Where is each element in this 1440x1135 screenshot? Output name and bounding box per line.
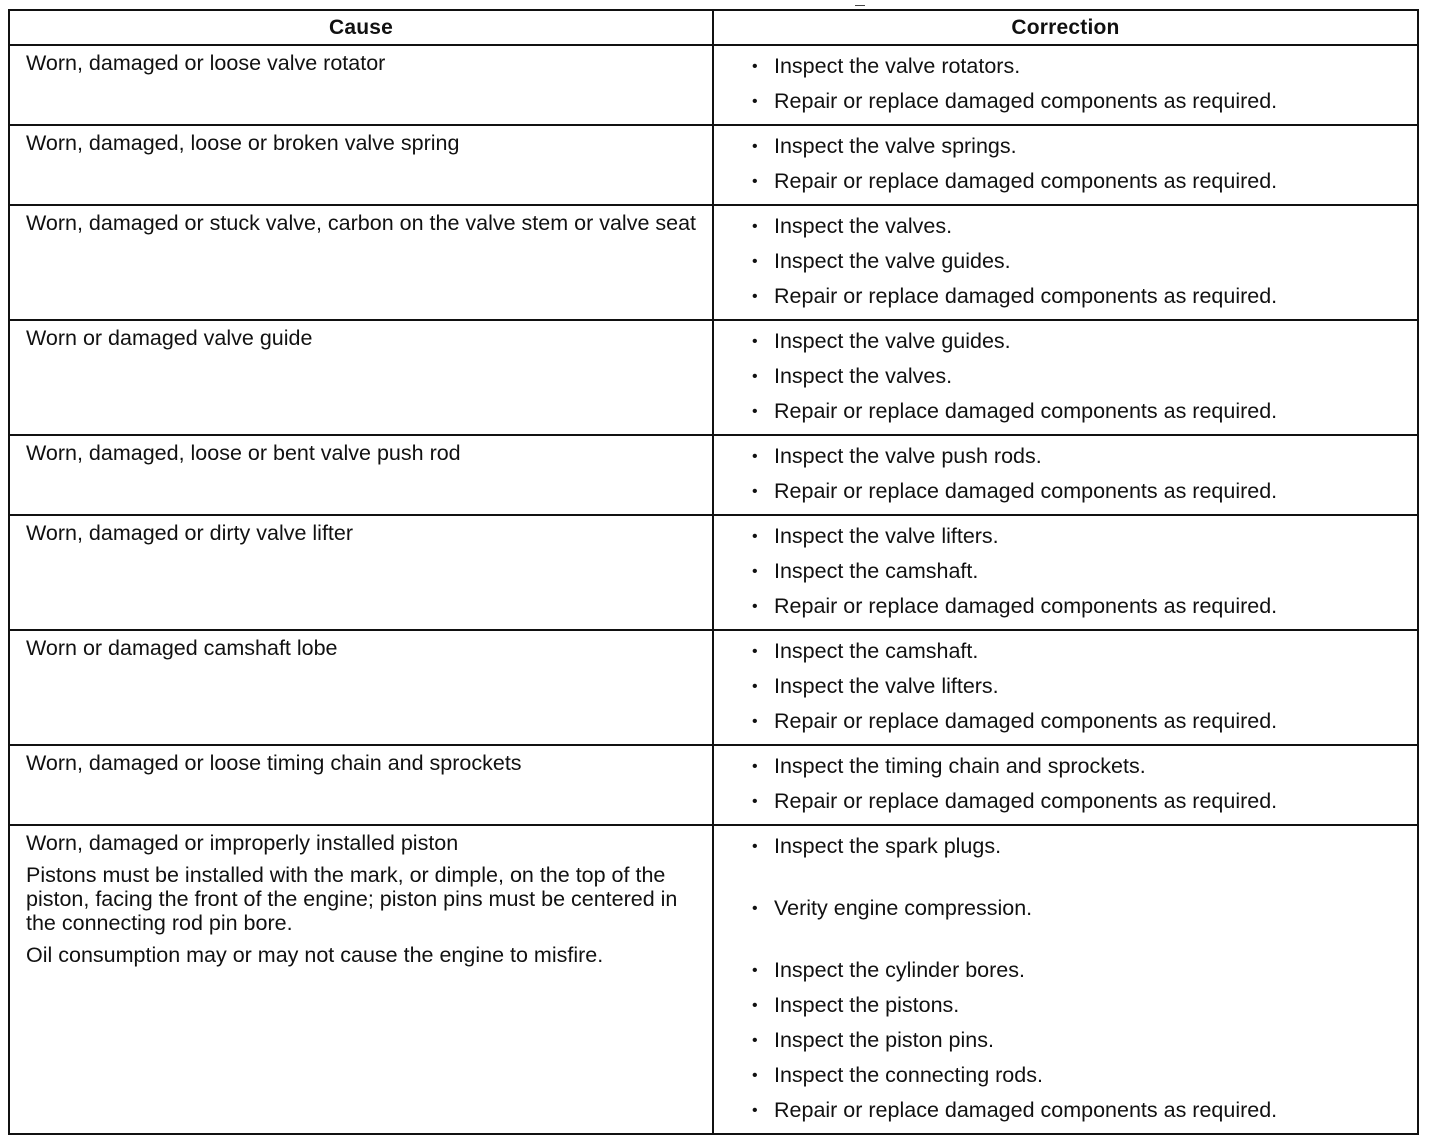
cause-cell [9, 630, 713, 745]
correction-text: Inspect the valves. [774, 214, 953, 238]
bullet-icon: • [752, 333, 758, 350]
correction-cell [713, 745, 1418, 825]
correction-item [750, 85, 1407, 120]
correction-item [750, 750, 1407, 785]
correction-text: Repair or replace damaged components as required. [774, 284, 1278, 308]
correction-item [750, 520, 1407, 555]
correction-list [750, 50, 1407, 120]
header-cause: Cause [9, 10, 713, 45]
table-header-row [9, 10, 1418, 45]
correction-list [750, 130, 1407, 200]
cause-text: Worn, damaged or dirty valve lifter [26, 521, 354, 545]
correction-item [750, 325, 1407, 360]
cause-cell [9, 320, 713, 435]
bullet-icon: • [752, 1067, 758, 1084]
correction-list [750, 830, 1407, 1129]
cause-cell [9, 205, 713, 320]
table-body [9, 45, 1418, 1134]
bullet-icon: • [752, 962, 758, 979]
correction-text: Repair or replace damaged components as required. [774, 89, 1278, 113]
correction-cell [713, 320, 1418, 435]
cause-cell [9, 515, 713, 630]
bullet-icon: • [752, 713, 758, 730]
bullet-icon: • [752, 288, 758, 305]
correction-cell [713, 825, 1418, 1134]
correction-item [750, 280, 1407, 315]
correction-text: Inspect the connecting rods. [774, 1063, 1043, 1087]
bullet-icon: • [752, 793, 758, 810]
table-row [9, 745, 1418, 825]
correction-item [750, 1094, 1407, 1129]
correction-item [750, 130, 1407, 165]
correction-item [750, 210, 1407, 245]
correction-list [750, 750, 1407, 820]
correction-item [750, 830, 1407, 865]
table-row [9, 515, 1418, 630]
correction-item [750, 395, 1407, 430]
table-row [9, 45, 1418, 125]
bullet-icon: • [752, 448, 758, 465]
correction-text: Inspect the valve guides. [774, 249, 1011, 273]
correction-text: Inspect the valve lifters. [774, 674, 999, 698]
table-row [9, 205, 1418, 320]
correction-cell [713, 45, 1418, 125]
bullet-icon: • [752, 678, 758, 695]
correction-text: Verity engine compression. [774, 896, 1033, 920]
cause-text: Worn, damaged or loose timing chain and sprockets [26, 751, 522, 775]
bullet-icon: • [752, 138, 758, 155]
correction-text: Repair or replace damaged components as required. [774, 399, 1278, 423]
correction-list [750, 635, 1407, 740]
cause-text: Worn, damaged or stuck valve, carbon on the valve stem or valve seat [26, 211, 697, 235]
bullet-icon: • [752, 368, 758, 385]
correction-item [750, 475, 1407, 510]
bullet-icon: • [752, 403, 758, 420]
correction-text: Inspect the piston pins. [774, 1028, 994, 1052]
correction-item [750, 50, 1407, 85]
correction-text: Inspect the valves. [774, 364, 953, 388]
cause-text: Worn, damaged, loose or broken valve spring [26, 131, 460, 155]
correction-cell [713, 125, 1418, 205]
cause-text: Worn, damaged or loose valve rotator [26, 51, 386, 75]
bullet-icon: • [752, 643, 758, 660]
correction-cell [713, 515, 1418, 630]
bullet-icon: • [752, 528, 758, 545]
correction-text: Inspect the camshaft. [774, 559, 979, 583]
bullet-icon: • [752, 218, 758, 235]
correction-text: Inspect the valve lifters. [774, 524, 999, 548]
scan-artifact-mark [855, 5, 865, 6]
cause-note: Pistons must be installed with the mark, or dimple, on the top of the piston, facing the front of the engine; piston pins must be centered in the connecting rod pin bore. [26, 863, 678, 935]
correction-text: Repair or replace damaged components as required. [774, 594, 1278, 618]
bullet-icon: • [752, 900, 758, 917]
correction-text: Inspect the pistons. [774, 993, 960, 1017]
correction-text: Repair or replace damaged components as required. [774, 789, 1278, 813]
correction-cell [713, 630, 1418, 745]
correction-text: Inspect the valve push rods. [774, 444, 1042, 468]
cause-text: Worn or damaged camshaft lobe [26, 636, 338, 660]
correction-item [750, 440, 1407, 475]
correction-text: Repair or replace damaged components as required. [774, 709, 1278, 733]
correction-item [750, 1059, 1407, 1094]
cause-text: Worn, damaged or improperly installed piston [26, 831, 459, 855]
bullet-icon: • [752, 598, 758, 615]
bullet-icon: • [752, 173, 758, 190]
bullet-icon: • [752, 93, 758, 110]
cause-note: Oil consumption may or may not cause the engine to misfire. [26, 943, 604, 967]
correction-text: Inspect the timing chain and sprockets. [774, 754, 1146, 778]
correction-item [750, 705, 1407, 740]
correction-item [750, 555, 1407, 590]
correction-list [750, 210, 1407, 315]
cause-cell [9, 45, 713, 125]
correction-item [750, 989, 1407, 1024]
cause-cell [9, 745, 713, 825]
table-row [9, 320, 1418, 435]
header-correction: Correction [713, 10, 1418, 45]
correction-cell [713, 435, 1418, 515]
correction-item [750, 954, 1407, 989]
bullet-icon: • [752, 483, 758, 500]
bullet-icon: • [752, 253, 758, 270]
table-row [9, 435, 1418, 515]
correction-text: Inspect the valve guides. [774, 329, 1011, 353]
correction-text: Repair or replace damaged components as required. [774, 479, 1278, 503]
correction-list [750, 440, 1407, 510]
bullet-icon: • [752, 1102, 758, 1119]
correction-item [750, 245, 1407, 280]
correction-list [750, 325, 1407, 430]
correction-item [750, 360, 1407, 395]
bullet-icon: • [752, 758, 758, 775]
table-row [9, 125, 1418, 205]
correction-item [750, 590, 1407, 625]
correction-item [750, 1024, 1407, 1059]
table-row [9, 825, 1418, 1134]
cause-cell [9, 125, 713, 205]
bullet-icon: • [752, 563, 758, 580]
correction-item [750, 670, 1407, 705]
cause-cell [9, 435, 713, 515]
correction-text: Inspect the valve springs. [774, 134, 1017, 158]
correction-cell [713, 205, 1418, 320]
correction-item [750, 892, 1407, 927]
correction-item [750, 785, 1407, 820]
cause-text: Worn or damaged valve guide [26, 326, 313, 350]
correction-text: Inspect the camshaft. [774, 639, 979, 663]
correction-text: Inspect the valve rotators. [774, 54, 1021, 78]
bullet-icon: • [752, 1032, 758, 1049]
bullet-icon: • [752, 838, 758, 855]
cause-text: Worn, damaged, loose or bent valve push rod [26, 441, 461, 465]
bullet-icon: • [752, 58, 758, 75]
correction-text: Repair or replace damaged components as required. [774, 1098, 1278, 1122]
table-row [9, 630, 1418, 745]
correction-list [750, 520, 1407, 625]
correction-text: Repair or replace damaged components as required. [774, 169, 1278, 193]
correction-item [750, 165, 1407, 200]
correction-text: Inspect the cylinder bores. [774, 958, 1025, 982]
cause-correction-table [8, 9, 1419, 1135]
correction-item [750, 635, 1407, 670]
correction-text: Inspect the spark plugs. [774, 834, 1002, 858]
bullet-icon: • [752, 997, 758, 1014]
cause-cell [9, 825, 713, 1134]
